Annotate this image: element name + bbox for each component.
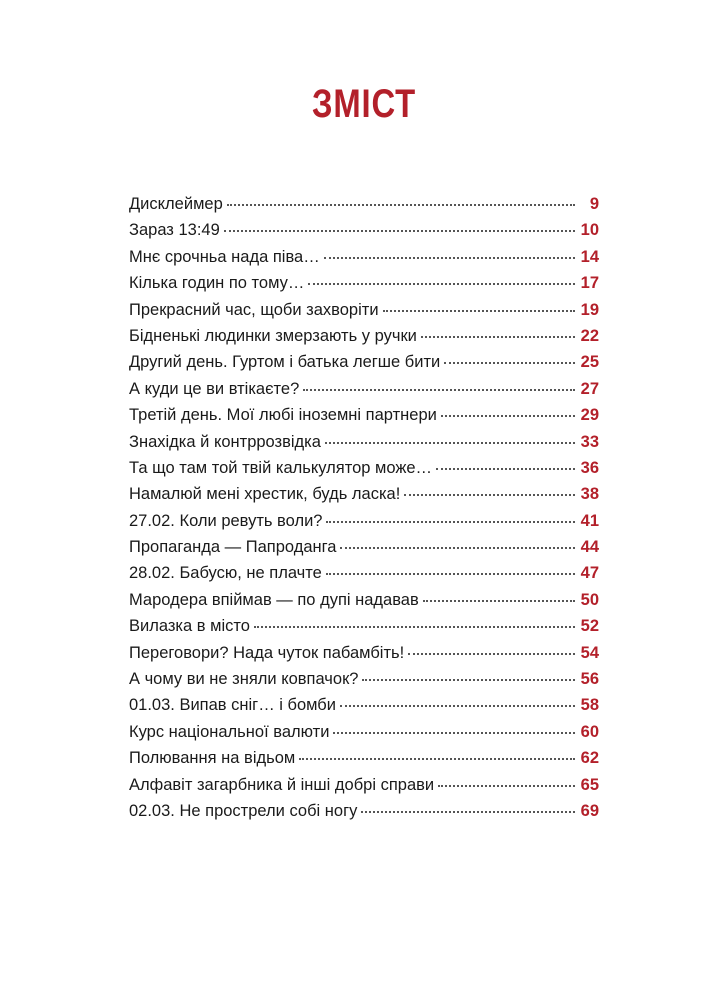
dot-leader [224, 230, 575, 232]
toc-entry [129, 534, 599, 560]
toc-entry [129, 692, 599, 718]
dot-leader [441, 415, 575, 417]
toc-entry-label: 01.03. Випав сніг… і бомби [129, 696, 336, 715]
toc-entry-page-number: 25 [580, 353, 599, 372]
toc-entry [129, 508, 599, 534]
toc-entry-label: А куди це ви втікаєте? [129, 379, 300, 398]
toc-entry-page-number: 54 [580, 643, 599, 662]
toc-entry-page-number: 50 [580, 590, 599, 609]
toc-entry-page-number: 58 [580, 696, 599, 715]
toc-entry [129, 666, 599, 692]
toc-entry [129, 402, 599, 428]
dot-leader [333, 732, 574, 734]
dot-leader [326, 573, 575, 575]
toc-entry-page-number: 29 [580, 406, 599, 425]
toc-entry-label: 28.02. Бабусю, не плачте [129, 564, 322, 583]
dot-leader [227, 204, 575, 206]
toc-entry [129, 481, 599, 507]
toc-entry [129, 323, 599, 349]
toc-entry [129, 560, 599, 586]
toc-entry-label: Полювання на відьом [129, 749, 296, 768]
toc-entry-label: 02.03. Не прострели собі ногу [129, 801, 358, 820]
dot-leader [340, 705, 575, 707]
dot-leader [324, 257, 575, 259]
dot-leader [254, 626, 575, 628]
toc-entry [129, 349, 599, 375]
toc-entry-page-number: 17 [580, 274, 599, 293]
dot-leader [438, 785, 575, 787]
dot-leader [299, 758, 574, 760]
toc-entry-label: Бідненькі людинки змерзають у ручки [129, 326, 417, 345]
toc-entry-page-number: 52 [580, 617, 599, 636]
toc-entry-page-number: 14 [580, 247, 599, 266]
toc-entry-page-number: 44 [580, 538, 599, 557]
toc-entry-page-number: 65 [580, 775, 599, 794]
dot-leader [362, 679, 574, 681]
toc-entry [129, 640, 599, 666]
toc-entry-label: Знахідка й контррозвідка [129, 432, 321, 451]
toc-entry-label: Прекрасний час, щоби захворіти [129, 300, 379, 319]
toc-entry [129, 719, 599, 745]
toc-entry [129, 297, 599, 323]
toc-entry [129, 587, 599, 613]
dot-leader [361, 811, 574, 813]
dot-leader [325, 442, 575, 444]
toc-entry-page-number: 10 [580, 221, 599, 240]
toc-entry-page-number: 9 [589, 195, 599, 213]
dot-leader [408, 653, 574, 655]
dot-leader [340, 547, 574, 549]
toc-entry-page-number: 56 [580, 670, 599, 689]
toc-entry-label: Курс національної валюти [129, 722, 330, 741]
toc-entry [129, 455, 599, 481]
toc-entry [129, 244, 599, 270]
toc-entry-label: 27.02. Коли ревуть воли? [129, 511, 323, 530]
toc-entry-label: Мародера впіймав — по дупі надавав [129, 590, 419, 609]
dot-leader [383, 310, 575, 312]
toc-entry [129, 429, 599, 455]
toc-entry [129, 376, 599, 402]
toc-entry-page-number: 27 [580, 379, 599, 398]
page-title: ЗМІСТ [311, 82, 416, 126]
toc-entry-label: Третій день. Мої любі іноземні партнери [129, 406, 437, 425]
toc-entry-label: Вилазка в місто [129, 617, 250, 636]
toc-entry [129, 217, 599, 243]
toc-entry-label: Та що там той твій калькулятор може… [129, 458, 433, 477]
toc-entry-page-number: 62 [580, 749, 599, 768]
toc-entry-page-number: 41 [580, 511, 599, 530]
toc-entry-label: Дисклеймер [129, 195, 223, 213]
dot-leader [303, 389, 574, 391]
dot-leader [444, 362, 574, 364]
toc-entry-label: Кілька годин по тому… [129, 274, 305, 293]
dot-leader [308, 283, 574, 285]
dot-leader [326, 521, 574, 523]
dot-leader [404, 494, 574, 496]
toc-entry-page-number: 47 [580, 564, 599, 583]
toc-entry-label: Переговори? Нада чуток пабамбіть! [129, 643, 405, 662]
toc-entry-page-number: 19 [580, 300, 599, 319]
toc-entry-label: Намалюй мені хрестик, будь ласка! [129, 485, 401, 504]
dot-leader [421, 336, 575, 338]
toc-entry [129, 270, 599, 296]
toc-entry [129, 613, 599, 639]
toc-entry-label: Зараз 13:49 [129, 221, 220, 240]
dot-leader [423, 600, 575, 602]
toc-entry-label: Пропаганда — Папроданга [129, 538, 337, 557]
toc-entry-page-number: 69 [580, 801, 599, 820]
toc-entry-label: Алфавіт загарбника й інші добрі справи [129, 775, 435, 794]
toc-entry-label: А чому ви не зняли ковпачок? [129, 670, 359, 689]
toc-entry [129, 798, 599, 824]
toc-entry [129, 745, 599, 771]
toc-entry [129, 191, 599, 217]
toc-entry-page-number: 60 [580, 722, 599, 741]
table-of-contents [129, 191, 599, 824]
toc-entry-page-number: 33 [580, 432, 599, 451]
toc-entry-page-number: 36 [580, 458, 599, 477]
toc-entry-label: Мнє срочньа нада піва… [129, 247, 320, 266]
toc-entry-label: Другий день. Гуртом і батька легше бити [129, 353, 441, 372]
toc-entry-page-number: 22 [580, 326, 599, 345]
toc-entry [129, 772, 599, 798]
toc-entry-page-number: 38 [580, 485, 599, 504]
dot-leader [436, 468, 575, 470]
